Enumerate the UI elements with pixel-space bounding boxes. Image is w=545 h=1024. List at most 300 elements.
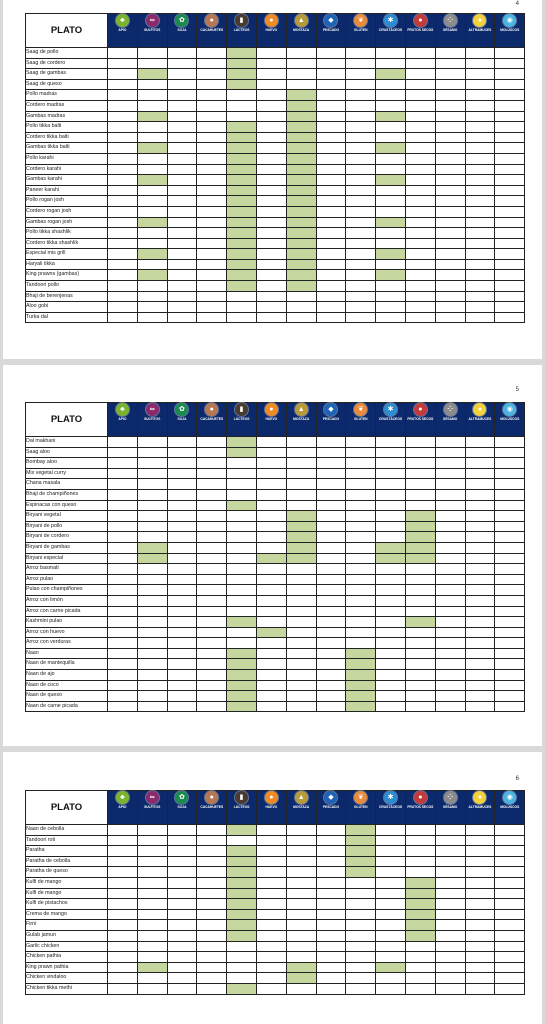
allergen-cell-sesamo [435,175,465,186]
allergen-cell-huevo [256,617,286,628]
table-row [26,291,525,302]
header-row [26,14,525,48]
allergen-cell-crustaceos [376,825,406,836]
allergen-cell-sulfitos [137,701,167,712]
allergen-cell-frutos_secos [405,521,435,532]
table-row [26,595,525,606]
allergen-cell-huevo [256,447,286,458]
plato-header: PLATO [26,403,108,437]
allergen-cell-lacteos [227,691,257,702]
allergen-cell-sulfitos [137,553,167,564]
allergen-cell-frutos_secos [405,79,435,90]
allergen-cell-mostaza [286,122,316,133]
allergen-cell-soja [167,627,197,638]
allergen-cell-lacteos [227,281,257,292]
allergen-cell-soja [167,542,197,553]
allergen-cell-crustaceos [376,69,406,80]
dish-name: Chicken vindaloo [26,973,108,984]
allergen-cell-cacahuetes [197,941,227,952]
allergen-cell-lacteos [227,206,257,217]
allergen-header-mostaza [286,14,316,48]
allergen-cell-frutos_secos [405,627,435,638]
allergen-cell-cacahuetes [197,500,227,511]
allergen-cell-soja [167,238,197,249]
allergen-cell-pescado [316,962,346,973]
allergen-cell-moluscos [495,701,525,712]
mollusc-icon: ◉ [503,14,516,27]
allergen-cell-mostaza [286,111,316,122]
allergen-cell-cacahuetes [197,670,227,681]
table-row [26,302,525,313]
table-row [26,606,525,617]
allergen-cell-soja [167,920,197,931]
allergen-header-sesamo [435,791,465,825]
allergen-cell-gluten [346,952,376,963]
allergen-cell-lacteos [227,185,257,196]
allergen-cell-cacahuetes [197,909,227,920]
allergen-cell-pescado [316,825,346,836]
allergen-cell-sulfitos [137,835,167,846]
allergen-cell-cacahuetes [197,638,227,649]
allergen-cell-gluten [346,185,376,196]
allergen-cell-frutos_secos [405,196,435,207]
allergen-cell-soja [167,521,197,532]
allergen-cell-mostaza [286,574,316,585]
allergen-cell-crustaceos [376,132,406,143]
allergen-label: APIO [118,28,127,32]
allergen-cell-moluscos [495,238,525,249]
allergen-cell-crustaceos [376,206,406,217]
allergen-cell-crustaceos [376,899,406,910]
allergen-cell-pescado [316,521,346,532]
allergen-cell-cacahuetes [197,175,227,186]
allergen-cell-frutos_secos [405,228,435,239]
allergen-cell-apio [108,100,138,111]
soy-icon: ✿ [175,14,188,27]
allergen-cell-crustaceos [376,564,406,575]
allergen-cell-apio [108,132,138,143]
allergen-cell-lacteos [227,521,257,532]
allergen-cell-sesamo [435,196,465,207]
allergen-cell-sesamo [435,302,465,313]
allergen-cell-frutos_secos [405,511,435,522]
table-row [26,648,525,659]
allergen-cell-moluscos [495,574,525,585]
allergen-cell-sesamo [435,281,465,292]
allergen-cell-gluten [346,511,376,522]
allergen-cell-moluscos [495,941,525,952]
dish-name: Arroz con verduras [26,638,108,649]
allergen-cell-lacteos [227,532,257,543]
allergen-cell-sesamo [435,90,465,101]
allergen-cell-mostaza [286,941,316,952]
allergen-cell-lacteos [227,930,257,941]
dish-name: Arroz pulao [26,574,108,585]
allergen-header-huevo [256,403,286,437]
allergen-cell-sesamo [435,447,465,458]
allergen-cell-sulfitos [137,574,167,585]
allergen-cell-soja [167,638,197,649]
allergen-cell-soja [167,79,197,90]
crab-icon: ✱ [384,403,397,416]
dish-name: Arroz basmati [26,564,108,575]
allergen-cell-apio [108,670,138,681]
allergen-cell-apio [108,249,138,260]
allergen-cell-sesamo [435,899,465,910]
table-row [26,825,525,836]
allergen-cell-cacahuetes [197,877,227,888]
allergen-cell-moluscos [495,564,525,575]
allergen-cell-apio [108,468,138,479]
allergen-cell-cacahuetes [197,302,227,313]
table-row [26,835,525,846]
allergen-cell-gluten [346,564,376,575]
allergen-cell-sesamo [435,468,465,479]
allergen-label: CACAHUETES [200,417,224,421]
allergen-cell-sulfitos [137,691,167,702]
allergen-cell-crustaceos [376,648,406,659]
table-row [26,206,525,217]
allergen-cell-lacteos [227,437,257,448]
allergen-cell-cacahuetes [197,846,227,857]
allergen-cell-cacahuetes [197,132,227,143]
allergen-cell-sulfitos [137,846,167,857]
allergen-cell-sesamo [435,532,465,543]
allergen-cell-frutos_secos [405,983,435,994]
allergen-cell-sulfitos [137,920,167,931]
allergen-cell-sulfitos [137,291,167,302]
allergen-cell-moluscos [495,553,525,564]
allergen-cell-apio [108,196,138,207]
allergen-cell-cacahuetes [197,79,227,90]
allergen-cell-pescado [316,69,346,80]
allergen-cell-huevo [256,952,286,963]
allergen-cell-soja [167,574,197,585]
allergen-cell-soja [167,983,197,994]
dish-name: Paratha de cebolla [26,856,108,867]
allergen-cell-altramuces [465,835,495,846]
allergen-cell-lacteos [227,564,257,575]
allergen-cell-frutos_secos [405,920,435,931]
allergen-cell-sulfitos [137,458,167,469]
table-row [26,249,525,260]
allergen-cell-sesamo [435,437,465,448]
allergen-cell-sulfitos [137,238,167,249]
allergen-table [25,402,525,712]
allergen-cell-frutos_secos [405,670,435,681]
allergen-cell-altramuces [465,312,495,323]
allergen-cell-mostaza [286,153,316,164]
table-row [26,670,525,681]
allergen-cell-huevo [256,680,286,691]
header-row [26,403,525,437]
allergen-header-sesamo [435,14,465,48]
allergen-cell-lacteos [227,48,257,59]
allergen-cell-soja [167,553,197,564]
allergen-header-altramuces [465,14,495,48]
dish-name: Especial mis grill [26,249,108,260]
allergen-cell-apio [108,888,138,899]
allergen-cell-frutos_secos [405,249,435,260]
allergen-cell-soja [167,680,197,691]
allergen-cell-frutos_secos [405,153,435,164]
allergen-cell-moluscos [495,122,525,133]
allergen-cell-gluten [346,281,376,292]
allergen-cell-huevo [256,48,286,59]
allergen-cell-moluscos [495,638,525,649]
allergen-cell-apio [108,648,138,659]
allergen-cell-mostaza [286,500,316,511]
allergen-cell-gluten [346,532,376,543]
table-row [26,930,525,941]
allergen-cell-lacteos [227,920,257,931]
allergen-cell-apio [108,680,138,691]
allergen-cell-mostaza [286,270,316,281]
allergen-cell-soja [167,670,197,681]
nuts-icon: ● [414,791,427,804]
allergen-cell-mostaza [286,532,316,543]
allergen-cell-gluten [346,542,376,553]
table-row [26,983,525,994]
allergen-cell-moluscos [495,680,525,691]
allergen-cell-cacahuetes [197,228,227,239]
allergen-header-lacteos [227,14,257,48]
allergen-table [25,13,525,323]
dish-name: Crema de mango [26,909,108,920]
dish-name: Cordero karahi [26,164,108,175]
table-row [26,867,525,878]
allergen-cell-gluten [346,553,376,564]
allergen-cell-cacahuetes [197,564,227,575]
allergen-label: GLUTEN [353,805,368,809]
dish-name: Pulao con champiñones [26,585,108,596]
allergen-label: SULFITOS [144,28,161,32]
table-row [26,952,525,963]
table-row [26,691,525,702]
allergen-cell-crustaceos [376,153,406,164]
allergen-cell-altramuces [465,973,495,984]
table-row [26,217,525,228]
allergen-cell-pescado [316,617,346,628]
allergen-cell-moluscos [495,648,525,659]
allergen-cell-sulfitos [137,164,167,175]
allergen-cell-pescado [316,228,346,239]
allergen-header-gluten [346,791,376,825]
allergen-label: SULFITOS [144,805,161,809]
allergen-cell-altramuces [465,259,495,270]
allergen-cell-mostaza [286,90,316,101]
table-row [26,122,525,133]
allergen-cell-apio [108,458,138,469]
dish-name: Chicken tikka methi [26,983,108,994]
allergen-cell-mostaza [286,638,316,649]
allergen-label: SULFITOS [144,417,161,421]
allergen-cell-gluten [346,479,376,490]
allergen-cell-sulfitos [137,122,167,133]
dish-name: Cordero tikka shashlik [26,238,108,249]
allergen-cell-huevo [256,479,286,490]
dish-name: Cordero tikka balti [26,132,108,143]
allergen-cell-mostaza [286,835,316,846]
allergen-cell-moluscos [495,856,525,867]
allergen-cell-crustaceos [376,249,406,260]
allergen-cell-cacahuetes [197,468,227,479]
dish-name: Saag de cordero [26,58,108,69]
allergen-cell-altramuces [465,228,495,239]
allergen-cell-gluten [346,846,376,857]
allergen-label: ALTRAMUCES [468,805,492,809]
allergen-cell-soja [167,856,197,867]
allergen-header-gluten [346,403,376,437]
allergen-cell-frutos_secos [405,856,435,867]
allergen-cell-crustaceos [376,606,406,617]
allergen-cell-apio [108,90,138,101]
table-row [26,58,525,69]
allergen-cell-moluscos [495,825,525,836]
allergen-cell-gluten [346,941,376,952]
allergen-cell-lacteos [227,164,257,175]
allergen-cell-sulfitos [137,302,167,313]
allergen-cell-lacteos [227,680,257,691]
allergen-cell-apio [108,691,138,702]
allergen-cell-cacahuetes [197,58,227,69]
allergen-cell-cacahuetes [197,920,227,931]
allergen-label: PESCADO [322,28,340,32]
allergen-cell-soja [167,867,197,878]
allergen-cell-apio [108,500,138,511]
allergen-cell-frutos_secos [405,185,435,196]
allergen-cell-altramuces [465,941,495,952]
allergen-cell-gluten [346,930,376,941]
allergen-cell-crustaceos [376,175,406,186]
allergen-cell-crustaceos [376,259,406,270]
allergen-cell-soja [167,249,197,260]
allergen-cell-moluscos [495,291,525,302]
allergen-cell-huevo [256,909,286,920]
allergen-cell-lacteos [227,585,257,596]
allergen-cell-lacteos [227,249,257,260]
allergen-cell-sesamo [435,553,465,564]
allergen-cell-apio [108,585,138,596]
allergen-cell-lacteos [227,143,257,154]
allergen-cell-crustaceos [376,458,406,469]
allergen-cell-pescado [316,312,346,323]
allergen-cell-sesamo [435,585,465,596]
celery-icon: ♣ [116,14,129,27]
table-row [26,877,525,888]
allergen-header-soja [167,791,197,825]
allergen-cell-mostaza [286,249,316,260]
allergen-cell-crustaceos [376,100,406,111]
allergen-cell-cacahuetes [197,867,227,878]
allergen-cell-mostaza [286,447,316,458]
dish-name: Aloo gobi [26,302,108,313]
crab-icon: ✱ [384,791,397,804]
allergen-cell-apio [108,447,138,458]
allergen-cell-huevo [256,468,286,479]
allergen-cell-altramuces [465,206,495,217]
allergen-cell-mostaza [286,973,316,984]
allergen-cell-mostaza [286,952,316,963]
allergen-cell-lacteos [227,606,257,617]
allergen-cell-soja [167,90,197,101]
allergen-cell-apio [108,595,138,606]
allergen-cell-gluten [346,206,376,217]
allergen-cell-cacahuetes [197,701,227,712]
allergen-cell-moluscos [495,542,525,553]
allergen-cell-frutos_secos [405,867,435,878]
allergen-cell-pescado [316,856,346,867]
allergen-label: PESCADO [322,417,340,421]
allergen-cell-altramuces [465,888,495,899]
allergen-cell-mostaza [286,627,316,638]
dish-name: Naan de coco [26,680,108,691]
allergen-cell-apio [108,983,138,994]
allergen-cell-moluscos [495,90,525,101]
allergen-cell-sulfitos [137,153,167,164]
allergen-cell-lacteos [227,175,257,186]
allergen-cell-pescado [316,899,346,910]
table-row [26,259,525,270]
allergen-cell-crustaceos [376,973,406,984]
allergen-cell-mostaza [286,458,316,469]
allergen-cell-lacteos [227,196,257,207]
allergen-cell-pescado [316,48,346,59]
dish-name: Pollo tikka shashlik [26,228,108,239]
dish-name: Haryali tikka [26,259,108,270]
allergen-cell-cacahuetes [197,659,227,670]
allergen-cell-altramuces [465,132,495,143]
allergen-cell-huevo [256,920,286,931]
allergen-cell-gluten [346,648,376,659]
allergen-cell-crustaceos [376,877,406,888]
allergen-cell-frutos_secos [405,458,435,469]
allergen-cell-moluscos [495,175,525,186]
allergen-cell-moluscos [495,521,525,532]
peanut-icon: ● [205,14,218,27]
allergen-cell-pescado [316,680,346,691]
allergen-cell-crustaceos [376,638,406,649]
allergen-header-lacteos [227,791,257,825]
dish-name: Kulfi de pistachos [26,899,108,910]
allergen-cell-sesamo [435,962,465,973]
allergen-cell-gluten [346,437,376,448]
allergen-cell-cacahuetes [197,574,227,585]
allergen-cell-sulfitos [137,79,167,90]
allergen-cell-altramuces [465,825,495,836]
allergen-cell-sulfitos [137,867,167,878]
allergen-cell-cacahuetes [197,962,227,973]
allergen-cell-pescado [316,79,346,90]
allergen-cell-soja [167,100,197,111]
allergen-cell-lacteos [227,825,257,836]
allergen-cell-pescado [316,458,346,469]
allergen-cell-gluten [346,69,376,80]
allergen-cell-gluten [346,835,376,846]
dish-name: Cordero madras [26,100,108,111]
allergen-cell-gluten [346,617,376,628]
allergen-cell-frutos_secos [405,846,435,857]
dish-name: Arroz con huevo [26,627,108,638]
allergen-cell-crustaceos [376,185,406,196]
allergen-header-crustaceos [376,791,406,825]
allergen-header-moluscos [495,14,525,48]
allergen-cell-cacahuetes [197,270,227,281]
allergen-cell-sulfitos [137,680,167,691]
allergen-cell-altramuces [465,920,495,931]
allergen-cell-gluten [346,500,376,511]
allergen-cell-huevo [256,259,286,270]
